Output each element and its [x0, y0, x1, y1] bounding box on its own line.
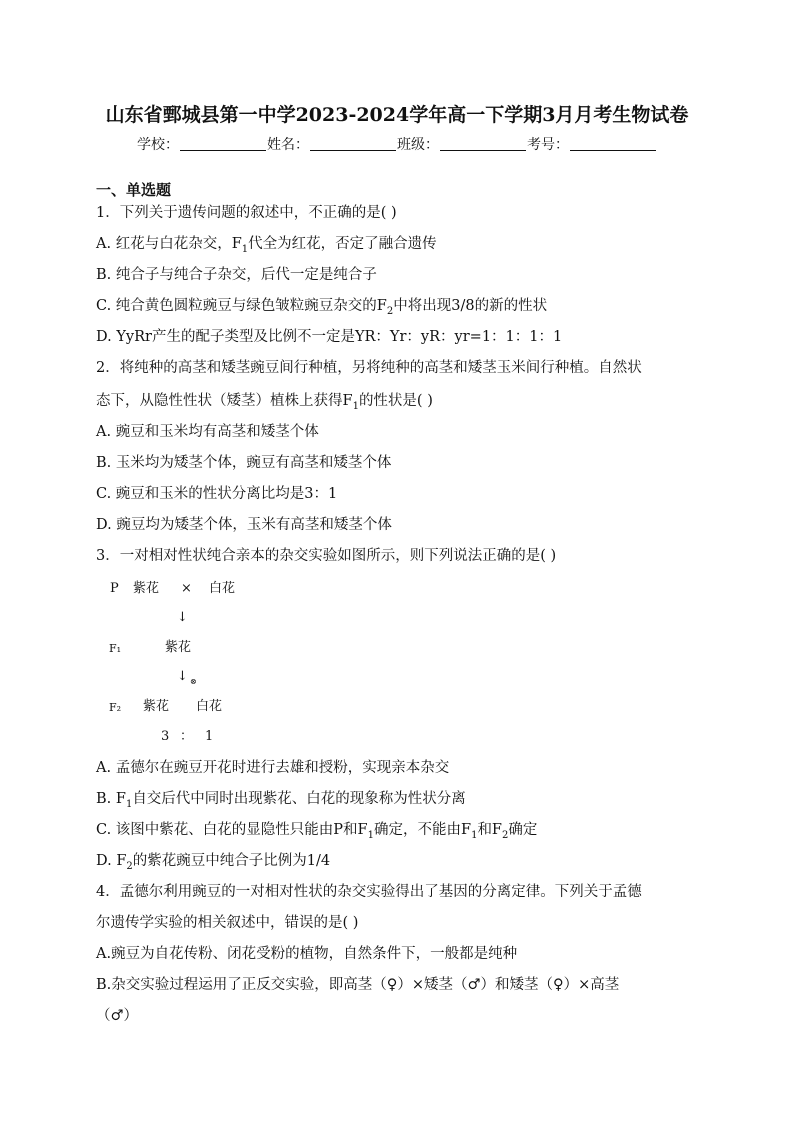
name-label: 姓名： [267, 137, 309, 153]
diagram-f2-white: 白花 [196, 699, 223, 714]
section-heading: 一、单选题 [96, 181, 172, 199]
q2-stem-line1: 2．将纯种的高茎和矮茎豌豆间行种植，另将纯种的高茎和矮茎玉米间行种植。自然状 [96, 360, 642, 376]
q3-option-c: C. 该图中紫花、白花的显隐性只能由P和$F_1$确定，不能由$F_1$和$F_2$确定 [96, 822, 538, 841]
q2-stem-line2: 态下，从隐性性状（矮茎）植株上获得$F_1$的性状是( ) [96, 393, 433, 412]
q2-option-c: C. 豌豆和玉米的性状分离比均是3：1 [96, 486, 338, 502]
q3-stem: 3．一对相对性状纯合亲本的杂交实验如图所示，则下列说法正确的是( ) [96, 548, 557, 564]
q1-option-d: D. YyRr产生的配子类型及比例不一定是YR：Yr：yR：yr=1：1：1：1 [96, 329, 563, 345]
diagram-f2-label: F₂ [109, 701, 122, 714]
diagram-arrow-2: ↓ [177, 669, 188, 684]
diagram-p-label: P [110, 581, 119, 596]
school-label: 学校： [137, 137, 179, 153]
q3-option-a: A. 孟德尔在豌豆开花时进行去雄和授粉，实现亲本杂交 [96, 760, 450, 776]
school-blank[interactable] [180, 136, 266, 151]
diagram-p-purple: 紫花 [133, 581, 160, 596]
class-label: 班级： [397, 137, 439, 153]
q2-option-b: B. 玉米均为矮茎个体，豌豆有高茎和矮茎个体 [96, 455, 392, 471]
diagram-ratio-sep: ： [180, 729, 194, 744]
q1-option-a: A. 红花与白花杂交，$F_1$代全为红花，否定了融合遗传 [96, 236, 437, 255]
diagram-selfing-symbol: ⊗ [190, 677, 197, 686]
exam-title: 山东省鄄城县第一中学2023-2024学年高一下学期3月月考生物试卷 [105, 104, 689, 126]
q1-option-c: C. 纯合黄色圆粒豌豆与绿色皱粒豌豆杂交的$F_2$中将出现3/8的新的性状 [96, 298, 548, 317]
q1-option-b: B. 纯合子与纯合子杂交，后代一定是纯合子 [96, 267, 377, 283]
q2-option-a: A. 豌豆和玉米均有高茎和矮茎个体 [96, 424, 319, 440]
q4-option-b-line1: B.杂交实验过程运用了正反交实验，即高茎（♀）×矮茎（♂）和矮茎（♀）×高茎 [96, 977, 620, 993]
class-blank[interactable] [440, 136, 526, 151]
exam-no-label: 考号： [527, 137, 569, 153]
q4-stem-line1: 4．孟德尔利用豌豆的一对相对性状的杂交实验得出了基因的分离定律。下列关于孟德 [96, 884, 642, 900]
diagram-cross-sign: × [181, 581, 192, 596]
diagram-arrow-1: ↓ [177, 610, 188, 625]
q3-option-b: B. $F_1$自交后代中同时出现紫花、白花的现象称为性状分离 [96, 791, 466, 810]
q4-stem-line2: 尔遗传学实验的相关叙述中，错误的是( ) [96, 915, 359, 931]
diagram-ratio-left: 3 [161, 729, 170, 744]
q2-option-d: D. 豌豆均为矮茎个体，玉米有高茎和矮茎个体 [96, 517, 392, 533]
diagram-ratio-right: 1 [205, 729, 214, 744]
diagram-p-white: 白花 [209, 581, 236, 596]
q4-option-b-line2: （♂） [96, 1008, 138, 1024]
name-blank[interactable] [310, 136, 396, 151]
q3-option-d: D. $F_2$的紫花豌豆中纯合子比例为1/4 [96, 853, 331, 872]
q1-stem: 1．下列关于遗传问题的叙述中，不正确的是( ) [96, 205, 397, 221]
student-info-line [0, 135, 794, 155]
q4-option-a: A.豌豆为自花传粉、闭花受粉的植物，自然条件下，一般都是纯种 [96, 946, 518, 962]
exam-no-blank[interactable] [570, 136, 656, 151]
diagram-f2-purple: 紫花 [143, 699, 170, 714]
diagram-f1-label: F₁ [109, 642, 122, 655]
diagram-f1-purple: 紫花 [165, 640, 192, 655]
